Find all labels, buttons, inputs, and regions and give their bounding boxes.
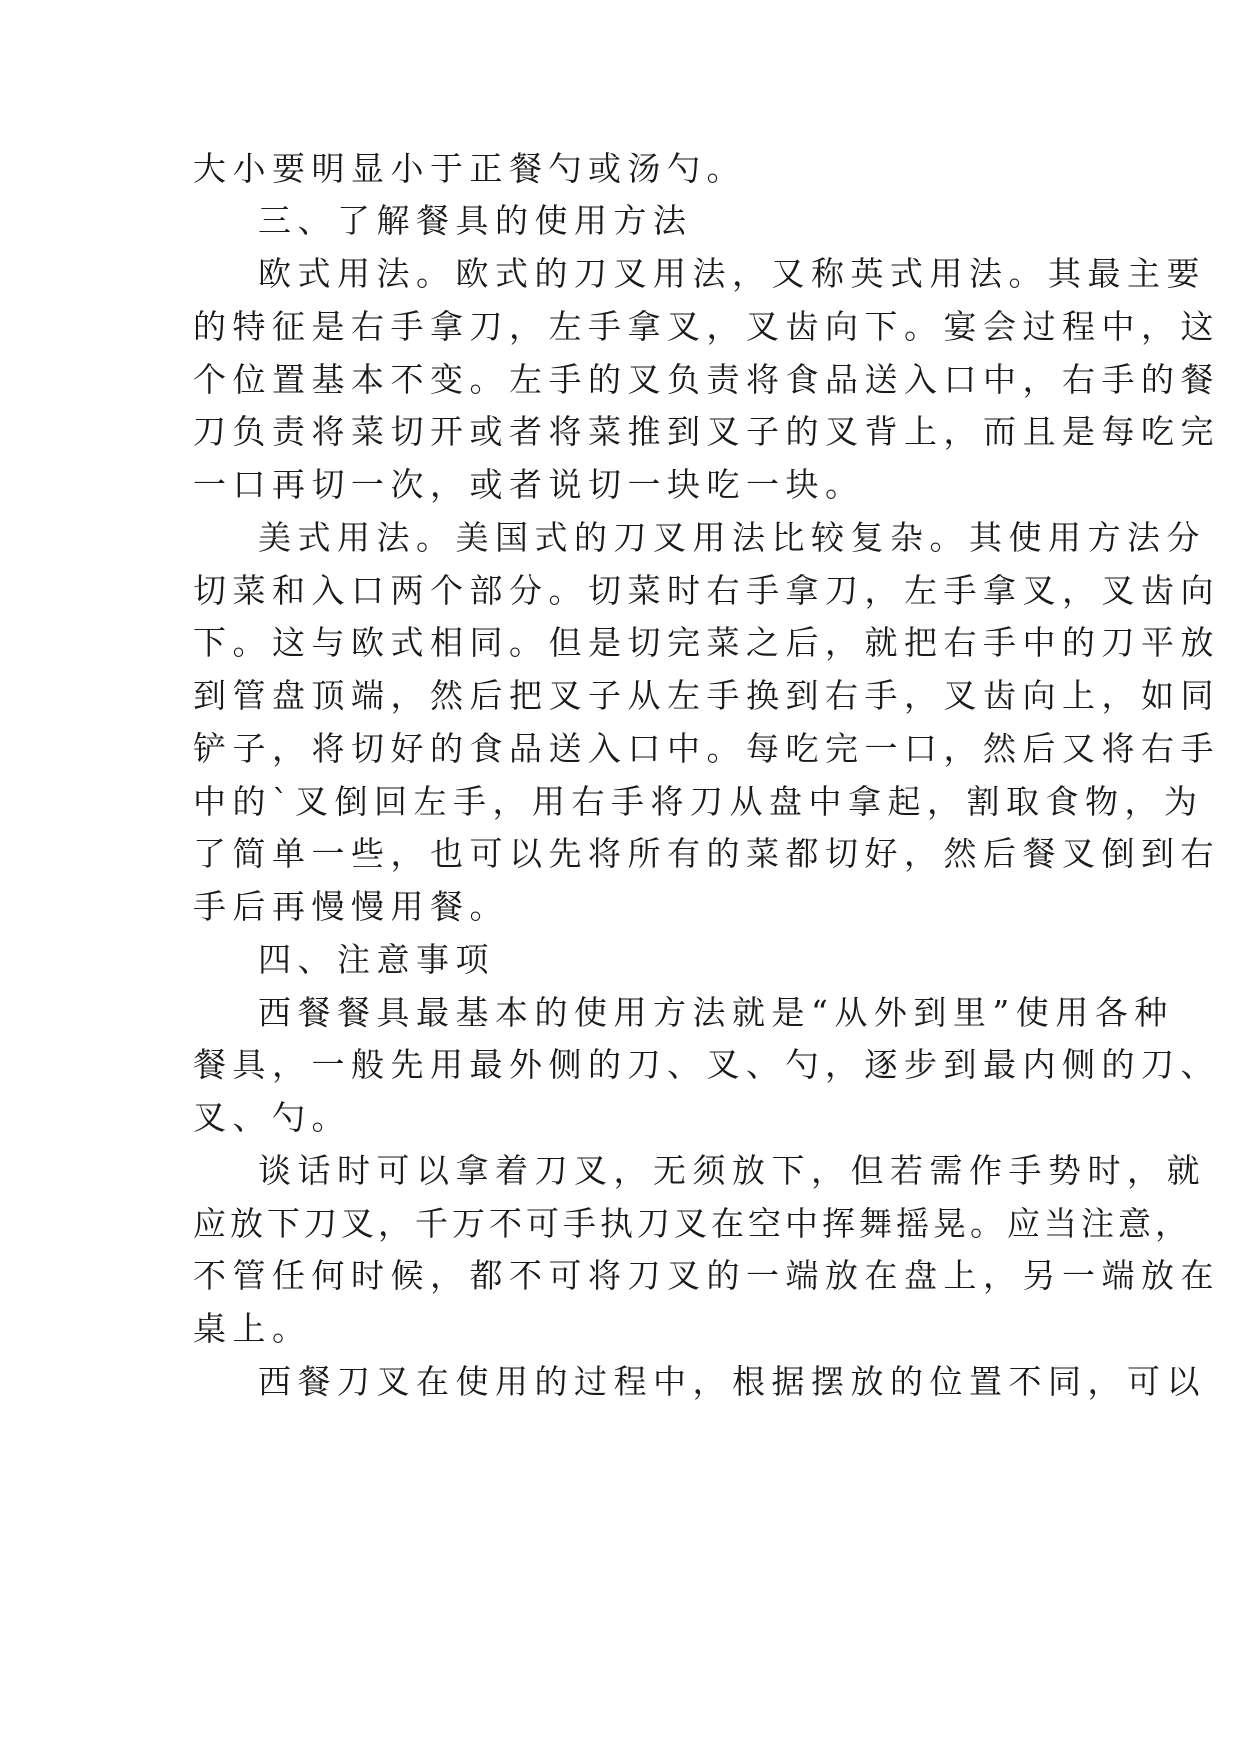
paragraph-start: 美式用法。美国式的刀叉用法比较复杂。其使用方法分	[258, 518, 1206, 557]
body-text-line: 切菜和入口两个部分。切菜时右手拿刀，左手拿叉，叉齿向	[193, 571, 1220, 610]
paragraph-start: 谈话时可以拿着刀叉，无须放下，但若需作手势时，就	[258, 1151, 1206, 1190]
body-text-line: 一口再切一次，或者说切一块吃一块。	[193, 465, 865, 504]
section-heading: 三、了解餐具的使用方法	[258, 201, 693, 240]
body-text-line: 刀负责将菜切开或者将菜推到叉子的叉背上，而且是每吃完	[193, 412, 1220, 451]
paragraph-start: 西餐餐具最基本的使用方法就是“从外到里”使用各种	[258, 993, 1174, 1032]
body-text-line: 餐具，一般先用最外侧的刀、叉、勺，逐步到最内侧的刀、	[193, 1045, 1220, 1084]
body-text-line: 个位置基本不变。左手的叉负责将食品送入口中，右手的餐	[193, 360, 1220, 399]
body-text-line: 大小要明显小于正餐勺或汤勺。	[193, 149, 746, 188]
paragraph-start: 西餐刀叉在使用的过程中，根据摆放的位置不同，可以	[258, 1362, 1206, 1401]
body-text-line: 铲子，将切好的食品送入口中。每吃完一口，然后又将右手	[193, 729, 1220, 768]
body-text-line: 了简单一些，也可以先将所有的菜都切好，然后餐叉倒到右	[193, 834, 1220, 873]
paragraph-start: 欧式用法。欧式的刀叉用法，又称英式用法。其最主要	[258, 254, 1206, 293]
body-text-line: 不管任何时候，都不可将刀叉的一端放在盘上，另一端放在	[193, 1256, 1220, 1295]
body-text-line: 中的`叉倒回左手，用右手将刀从盘中拿起，割取食物，为	[193, 782, 1204, 821]
section-heading: 四、注意事项	[258, 940, 495, 979]
body-text-line: 桌上。	[193, 1309, 312, 1348]
body-text-line: 的特征是右手拿刀，左手拿叉，叉齿向下。宴会过程中，这	[193, 307, 1220, 346]
body-text-line: 手后再慢慢用餐。	[193, 887, 509, 926]
body-text-line: 下。这与欧式相同。但是切完菜之后，就把右手中的刀平放	[193, 623, 1220, 662]
body-text-line: 叉、勺。	[193, 1098, 351, 1137]
body-text-line: 应放下刀叉，千万不可手执刀叉在空中挥舞摇晃。应当注意，	[193, 1204, 1192, 1243]
body-text-line: 到管盘顶端，然后把叉子从左手换到右手，叉齿向上，如同	[193, 676, 1220, 715]
